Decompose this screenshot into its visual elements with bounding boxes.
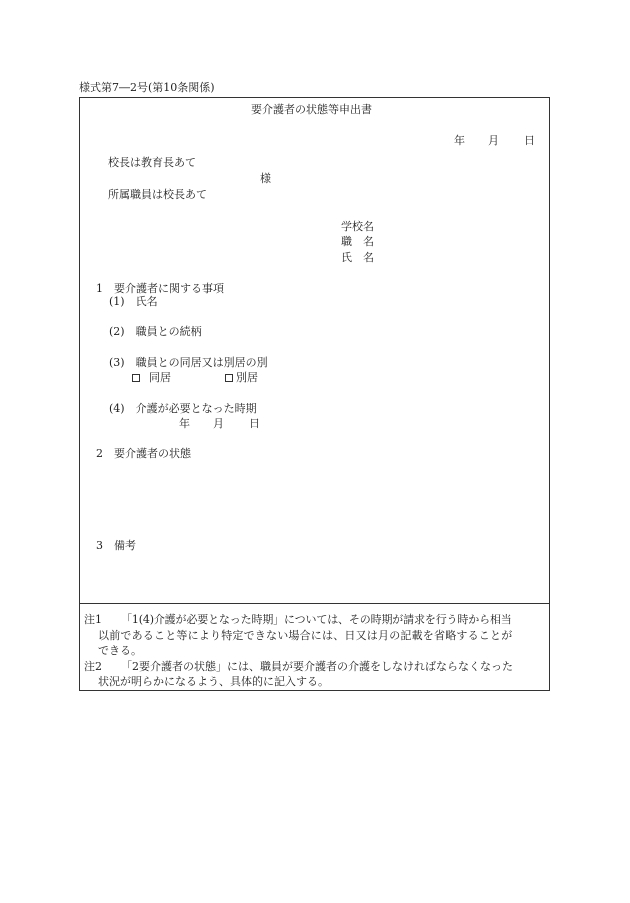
note1-line2: 以前であること等により特定できない場合には、日又は月の記載を省略することが: [98, 629, 513, 642]
form-number: 様式第7―2号(第10条関係): [79, 81, 215, 94]
note2-line1: 「2要介護者の状態」には、職員が要介護者の介護をしなければならなくなった: [121, 660, 513, 673]
cohabit-checkbox[interactable]: [132, 374, 140, 382]
note1-line1: 「1(4)介護が必要となった時期」については、その時期が請求を行う時から相当: [121, 613, 512, 626]
notes-divider: [79, 603, 550, 604]
addressee-line1: 校長は教育長あて: [108, 156, 196, 169]
note1-line3: できる。: [98, 644, 142, 657]
section1-item1-name: (1) 氏名: [109, 295, 158, 308]
applicant-name-label: 氏 名: [341, 251, 374, 264]
section1-item4-care-start: (4) 介護が必要となった時期: [109, 402, 257, 415]
date-day-label: 日: [524, 134, 535, 147]
addressee-line2: 所属職員は校長あて: [108, 188, 207, 201]
option-separate[interactable]: [225, 372, 258, 383]
care-start-month-label: 月: [213, 417, 224, 430]
separate-label: 別居: [236, 371, 258, 384]
applicant-position-label: 職 名: [341, 235, 374, 248]
cohabit-label: 同居: [149, 371, 171, 384]
care-start-year-label: 年: [179, 417, 190, 430]
date-month-label: 月: [488, 134, 499, 147]
date-year-label: 年: [454, 134, 465, 147]
section1-item2-relationship: (2) 職員との続柄: [109, 325, 202, 338]
care-start-day-label: 日: [249, 417, 260, 430]
form-title: 要介護者の状態等申出書: [251, 103, 372, 116]
note2-label: 注2: [84, 660, 102, 673]
addressee-honorific: 様: [260, 172, 271, 185]
applicant-school-label: 学校名: [341, 220, 374, 233]
section1-item3-residence: (3) 職員との同居又は別居の別: [109, 356, 268, 369]
note2-line2: 状況が明らかになるよう、具体的に記入する。: [98, 675, 329, 688]
section2-heading: 2 要介護者の状態: [96, 447, 191, 460]
option-cohabit[interactable]: [132, 372, 171, 383]
note1-label: 注1: [84, 613, 102, 626]
section3-heading: 3 備考: [96, 539, 136, 552]
separate-checkbox[interactable]: [225, 374, 233, 382]
form-frame: [79, 97, 550, 691]
section1-heading: 1 要介護者に関する事項: [96, 282, 224, 295]
